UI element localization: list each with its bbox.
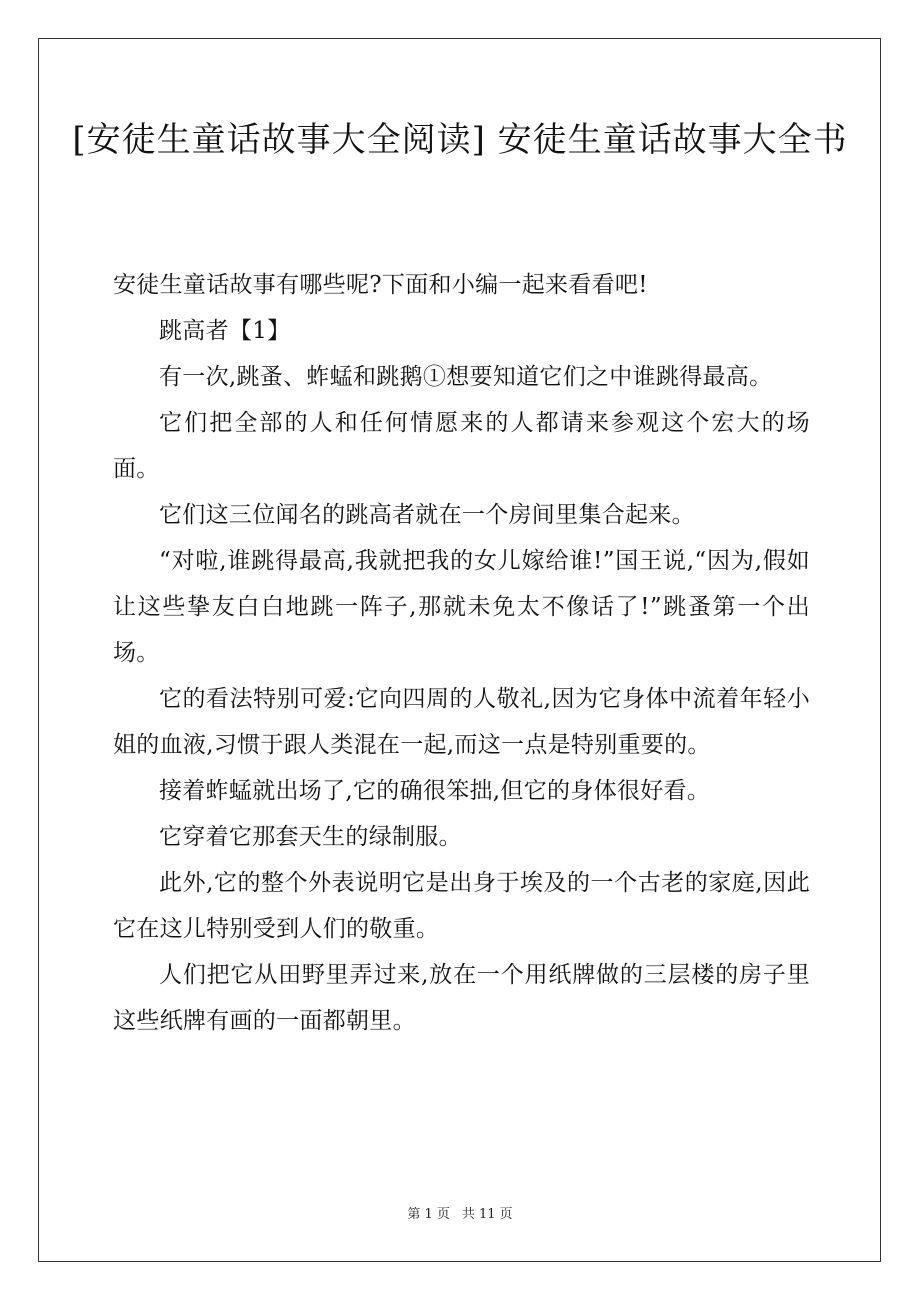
page-number: 第 1 页 <box>407 1207 450 1222</box>
paragraph: “对啦,谁跳得最高,我就把我的女儿嫁给谁!”国王说,“因为,假如让这些挚友白白地跳一阵子,那就未免太不像话了!”跳蚤第一个出场。 <box>113 548 810 666</box>
paragraph: 人们把它从田野里弄过来,放在一个用纸牌做的三层楼的房子里这些纸牌有画的一面都朝里。 <box>113 962 810 1034</box>
paragraph: 此外,它的整个外表说明它是出身于埃及的一个古老的家庭,因此它在这儿特别受到人们的敬重。 <box>113 870 810 942</box>
paragraph: 它穿着它那套天生的绿制服。 <box>159 824 462 850</box>
paragraph: 安徒生童话故事有哪些呢?下面和小编一起来看看吧! <box>113 272 648 298</box>
page-total: 共 11 页 <box>461 1207 513 1222</box>
paragraph: 跳高者【1】 <box>159 318 291 344</box>
page-footer <box>0 1206 920 1224</box>
paragraph: 它们把全部的人和任何情愿来的人都请来参观这个宏大的场面。 <box>113 410 810 482</box>
document-title: [安徒生童话故事大全阅读] 安徒生童话故事大全书 <box>72 120 848 160</box>
paragraph: 有一次,跳蚤、蚱蜢和跳鹅①想要知道它们之中谁跳得最高。 <box>159 364 773 390</box>
paragraph: 它的看法特别可爱:它向四周的人敬礼,因为它身体中流着年轻小姐的血液,习惯于跟人类混在一起,而这一点是特别重要的。 <box>113 686 810 758</box>
paragraph: 它们这三位闻名的跳高者就在一个房间里集合起来。 <box>159 502 695 528</box>
paragraph: 接着蚱蜢就出场了,它的确很笨拙,但它的身体很好看。 <box>159 778 711 804</box>
document-body <box>113 262 810 1044</box>
